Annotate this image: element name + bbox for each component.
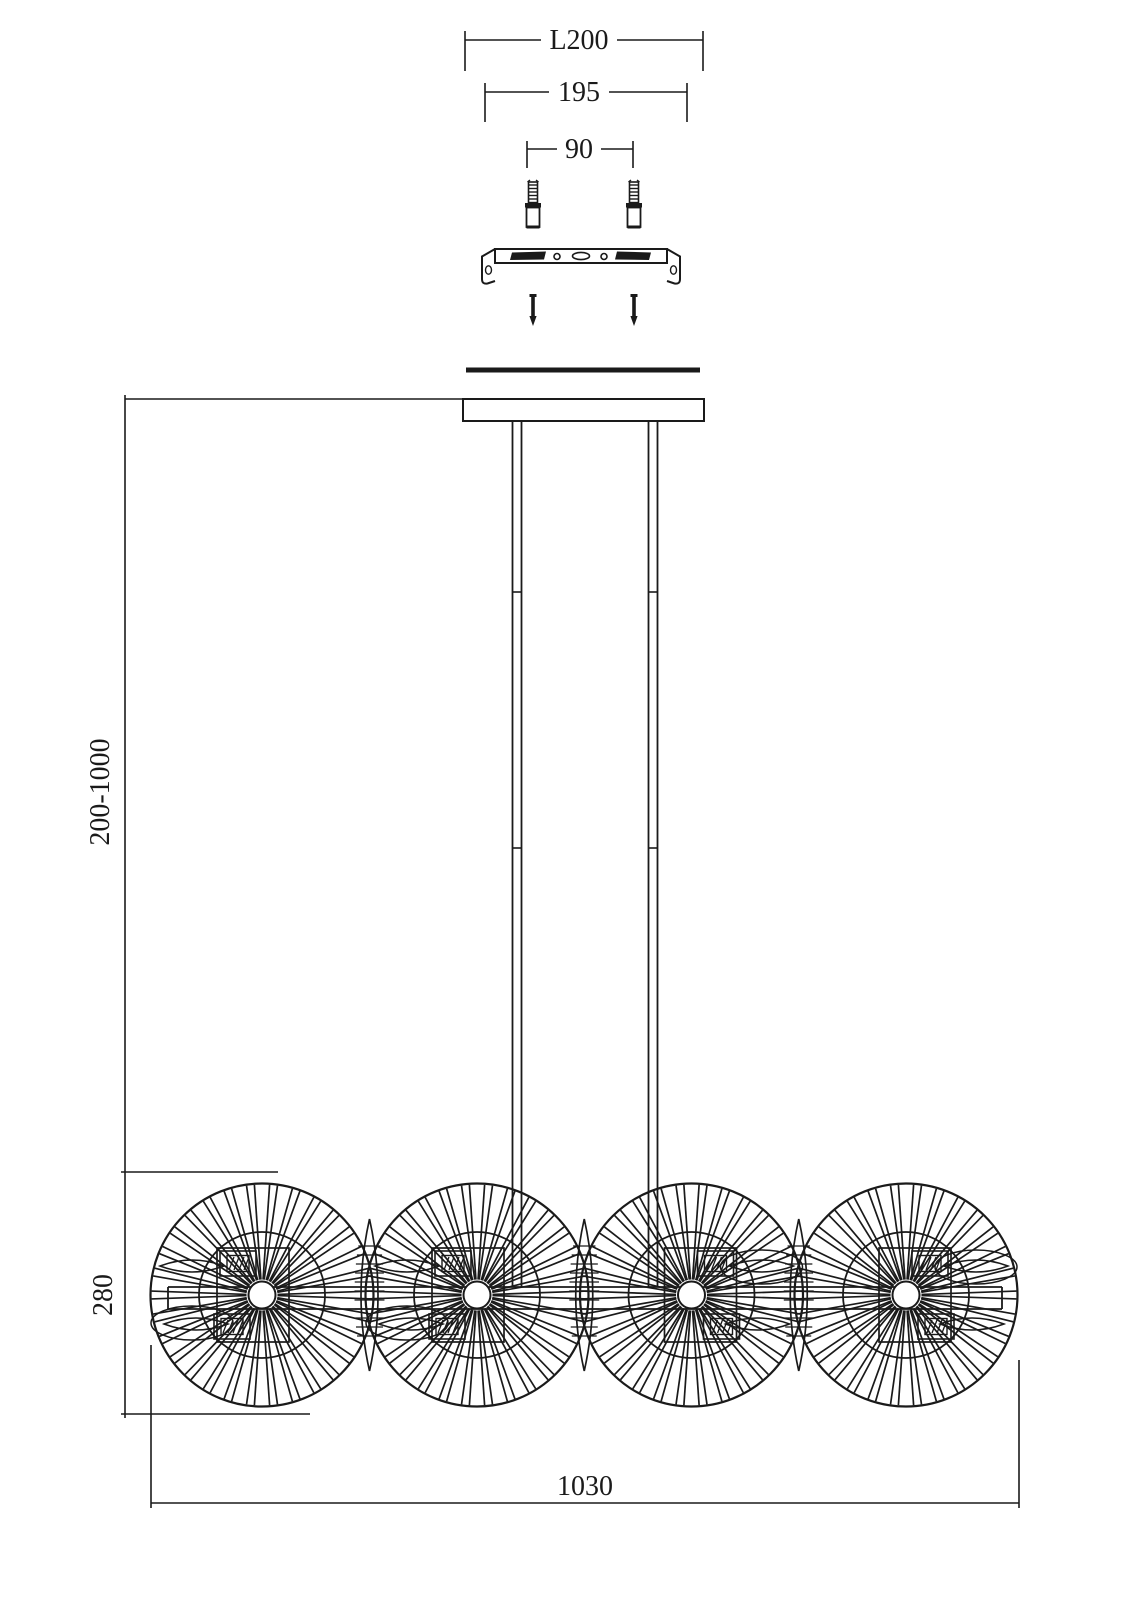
dim-hole-spacing-label: 90 [565,134,593,165]
suspension-rod-right [649,421,658,1287]
ceiling-line [466,368,700,373]
screw-left [529,294,536,326]
dim-overall-length-label: 1030 [557,1471,613,1502]
shade-disc-2 [366,1184,589,1407]
dim-plate-width-label: 195 [558,77,600,108]
dim-shade-height-label: 280 [88,1274,119,1316]
suspension-rod-left [513,421,522,1287]
shade-disc-3 [580,1184,803,1407]
shade-disc-4 [795,1184,1018,1407]
screw-right [630,294,637,326]
wall-anchor-right [626,180,642,227]
mounting-bracket [482,249,680,284]
wall-anchor-left [525,180,541,227]
dim-suspension-range-label: 200-1000 [85,738,116,846]
shade-disc-1 [151,1184,374,1407]
canopy-plate [463,399,704,421]
drawing-linework [121,31,1019,1508]
dim-canopy-length-label: L200 [549,25,609,56]
